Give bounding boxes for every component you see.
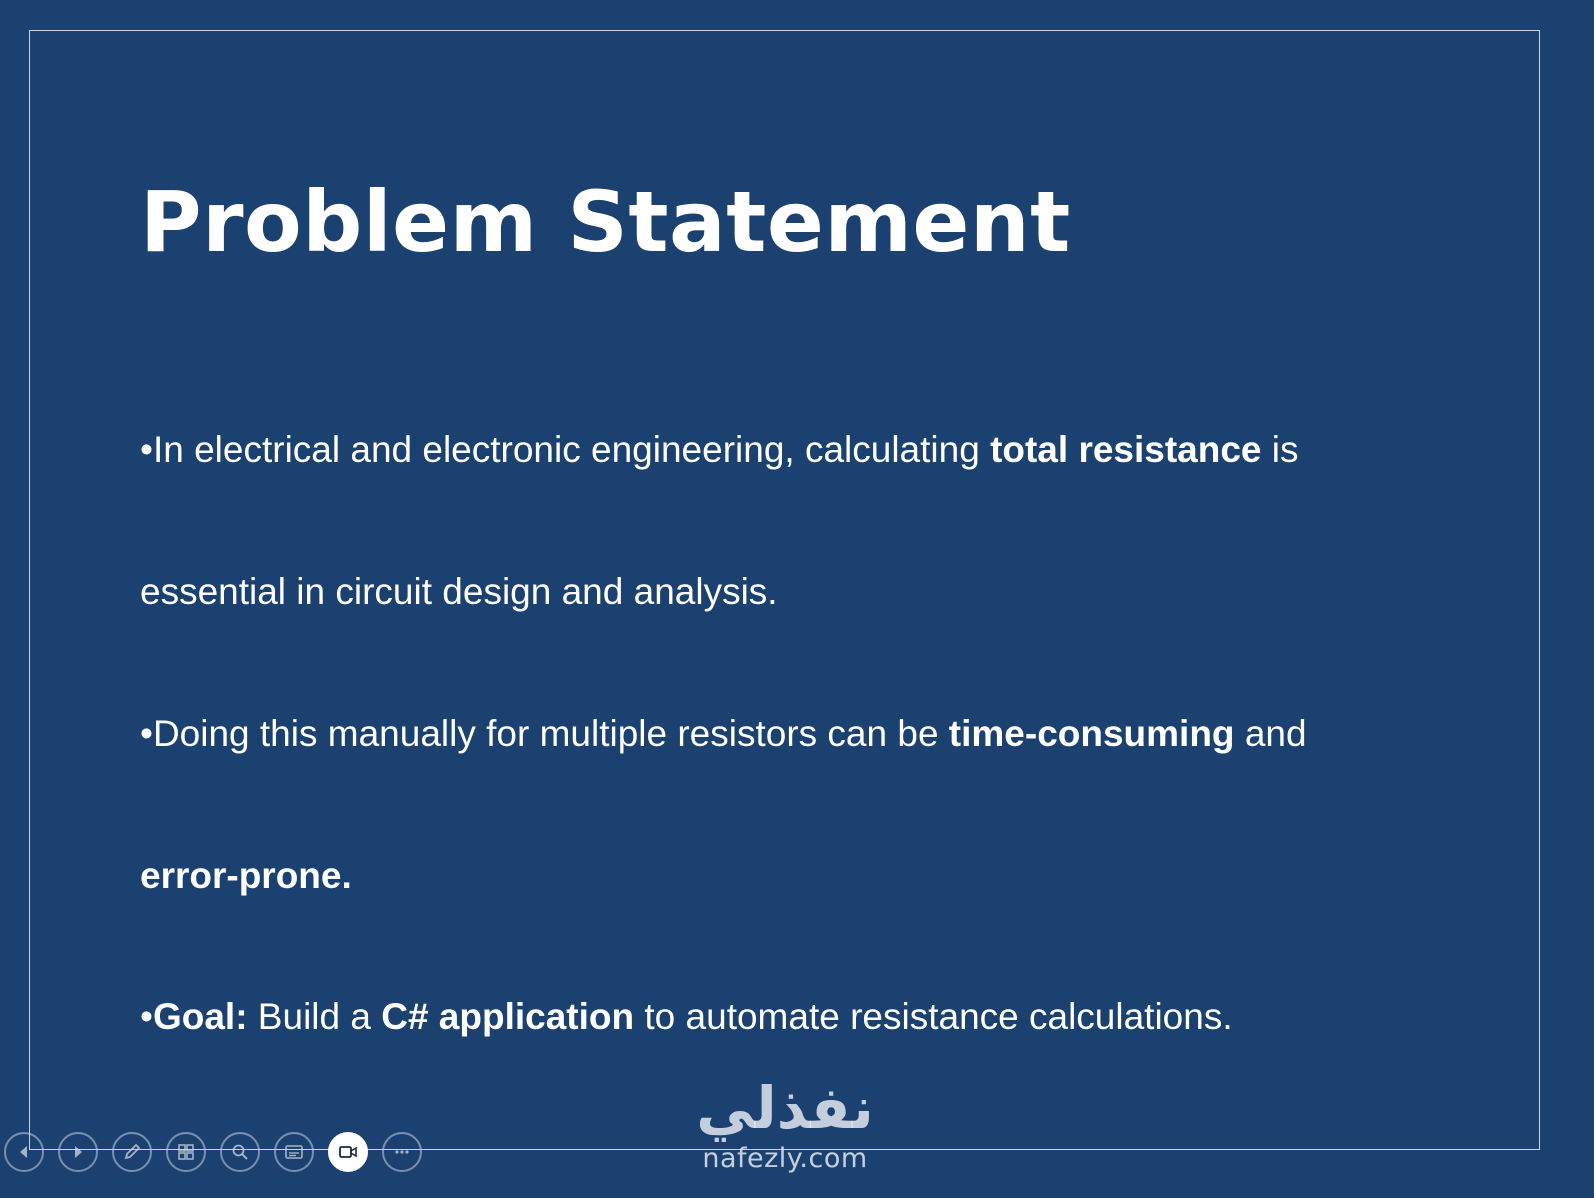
slide-title: Problem Statement	[140, 173, 1071, 271]
subtitles-button[interactable]	[274, 1132, 314, 1172]
see-all-slides-button[interactable]	[166, 1132, 206, 1172]
camera-toggle-button[interactable]	[328, 1132, 368, 1172]
subtitles-icon	[283, 1141, 305, 1163]
more-options-button[interactable]	[382, 1132, 422, 1172]
presenter-toolbar	[4, 1129, 422, 1175]
bullet-3-marker: •	[140, 996, 153, 1037]
bullet-3-goal	[140, 995, 1233, 1039]
watermark-logo	[680, 1072, 890, 1184]
bullet-2-emphasis: time-consuming	[948, 713, 1235, 754]
bullet-2-text-end: and	[1234, 713, 1307, 754]
pen-tool-button[interactable]	[112, 1132, 152, 1172]
watermark-url: nafezly.com	[702, 1143, 868, 1174]
goal-label: Goal:	[152, 996, 248, 1037]
more-options-icon	[391, 1141, 413, 1163]
bullet-2-emphasis-2: error-prone.	[140, 855, 352, 896]
goal-text: Build a	[247, 996, 382, 1037]
previous-arrow-icon	[13, 1141, 35, 1163]
bullet-1-text-end: is	[1261, 429, 1299, 470]
bullet-2-line-2	[140, 854, 352, 898]
bullet-1-emphasis: total resistance	[990, 429, 1262, 470]
bullet-1-text: •In electrical and electronic engineering, calculating	[140, 429, 991, 470]
next-slide-button[interactable]	[58, 1132, 98, 1172]
next-arrow-icon	[67, 1141, 89, 1163]
bullet-2-line-1	[140, 712, 1307, 756]
camera-icon	[337, 1141, 359, 1163]
bullet-1-line-1	[140, 428, 1299, 472]
bullet-1-line-2: essential in circuit design and analysis.	[140, 571, 778, 612]
previous-slide-button[interactable]	[4, 1132, 44, 1172]
goal-emphasis: C# application	[381, 996, 635, 1037]
zoom-icon	[229, 1141, 251, 1163]
bullet-2-text: •Doing this manually for multiple resistors can be	[140, 713, 949, 754]
watermark-arabic: نفذلي	[696, 1074, 874, 1142]
pen-icon	[121, 1141, 143, 1163]
slides-grid-icon	[175, 1141, 197, 1163]
goal-text-end: to automate resistance calculations.	[634, 996, 1233, 1037]
zoom-button[interactable]	[220, 1132, 260, 1172]
